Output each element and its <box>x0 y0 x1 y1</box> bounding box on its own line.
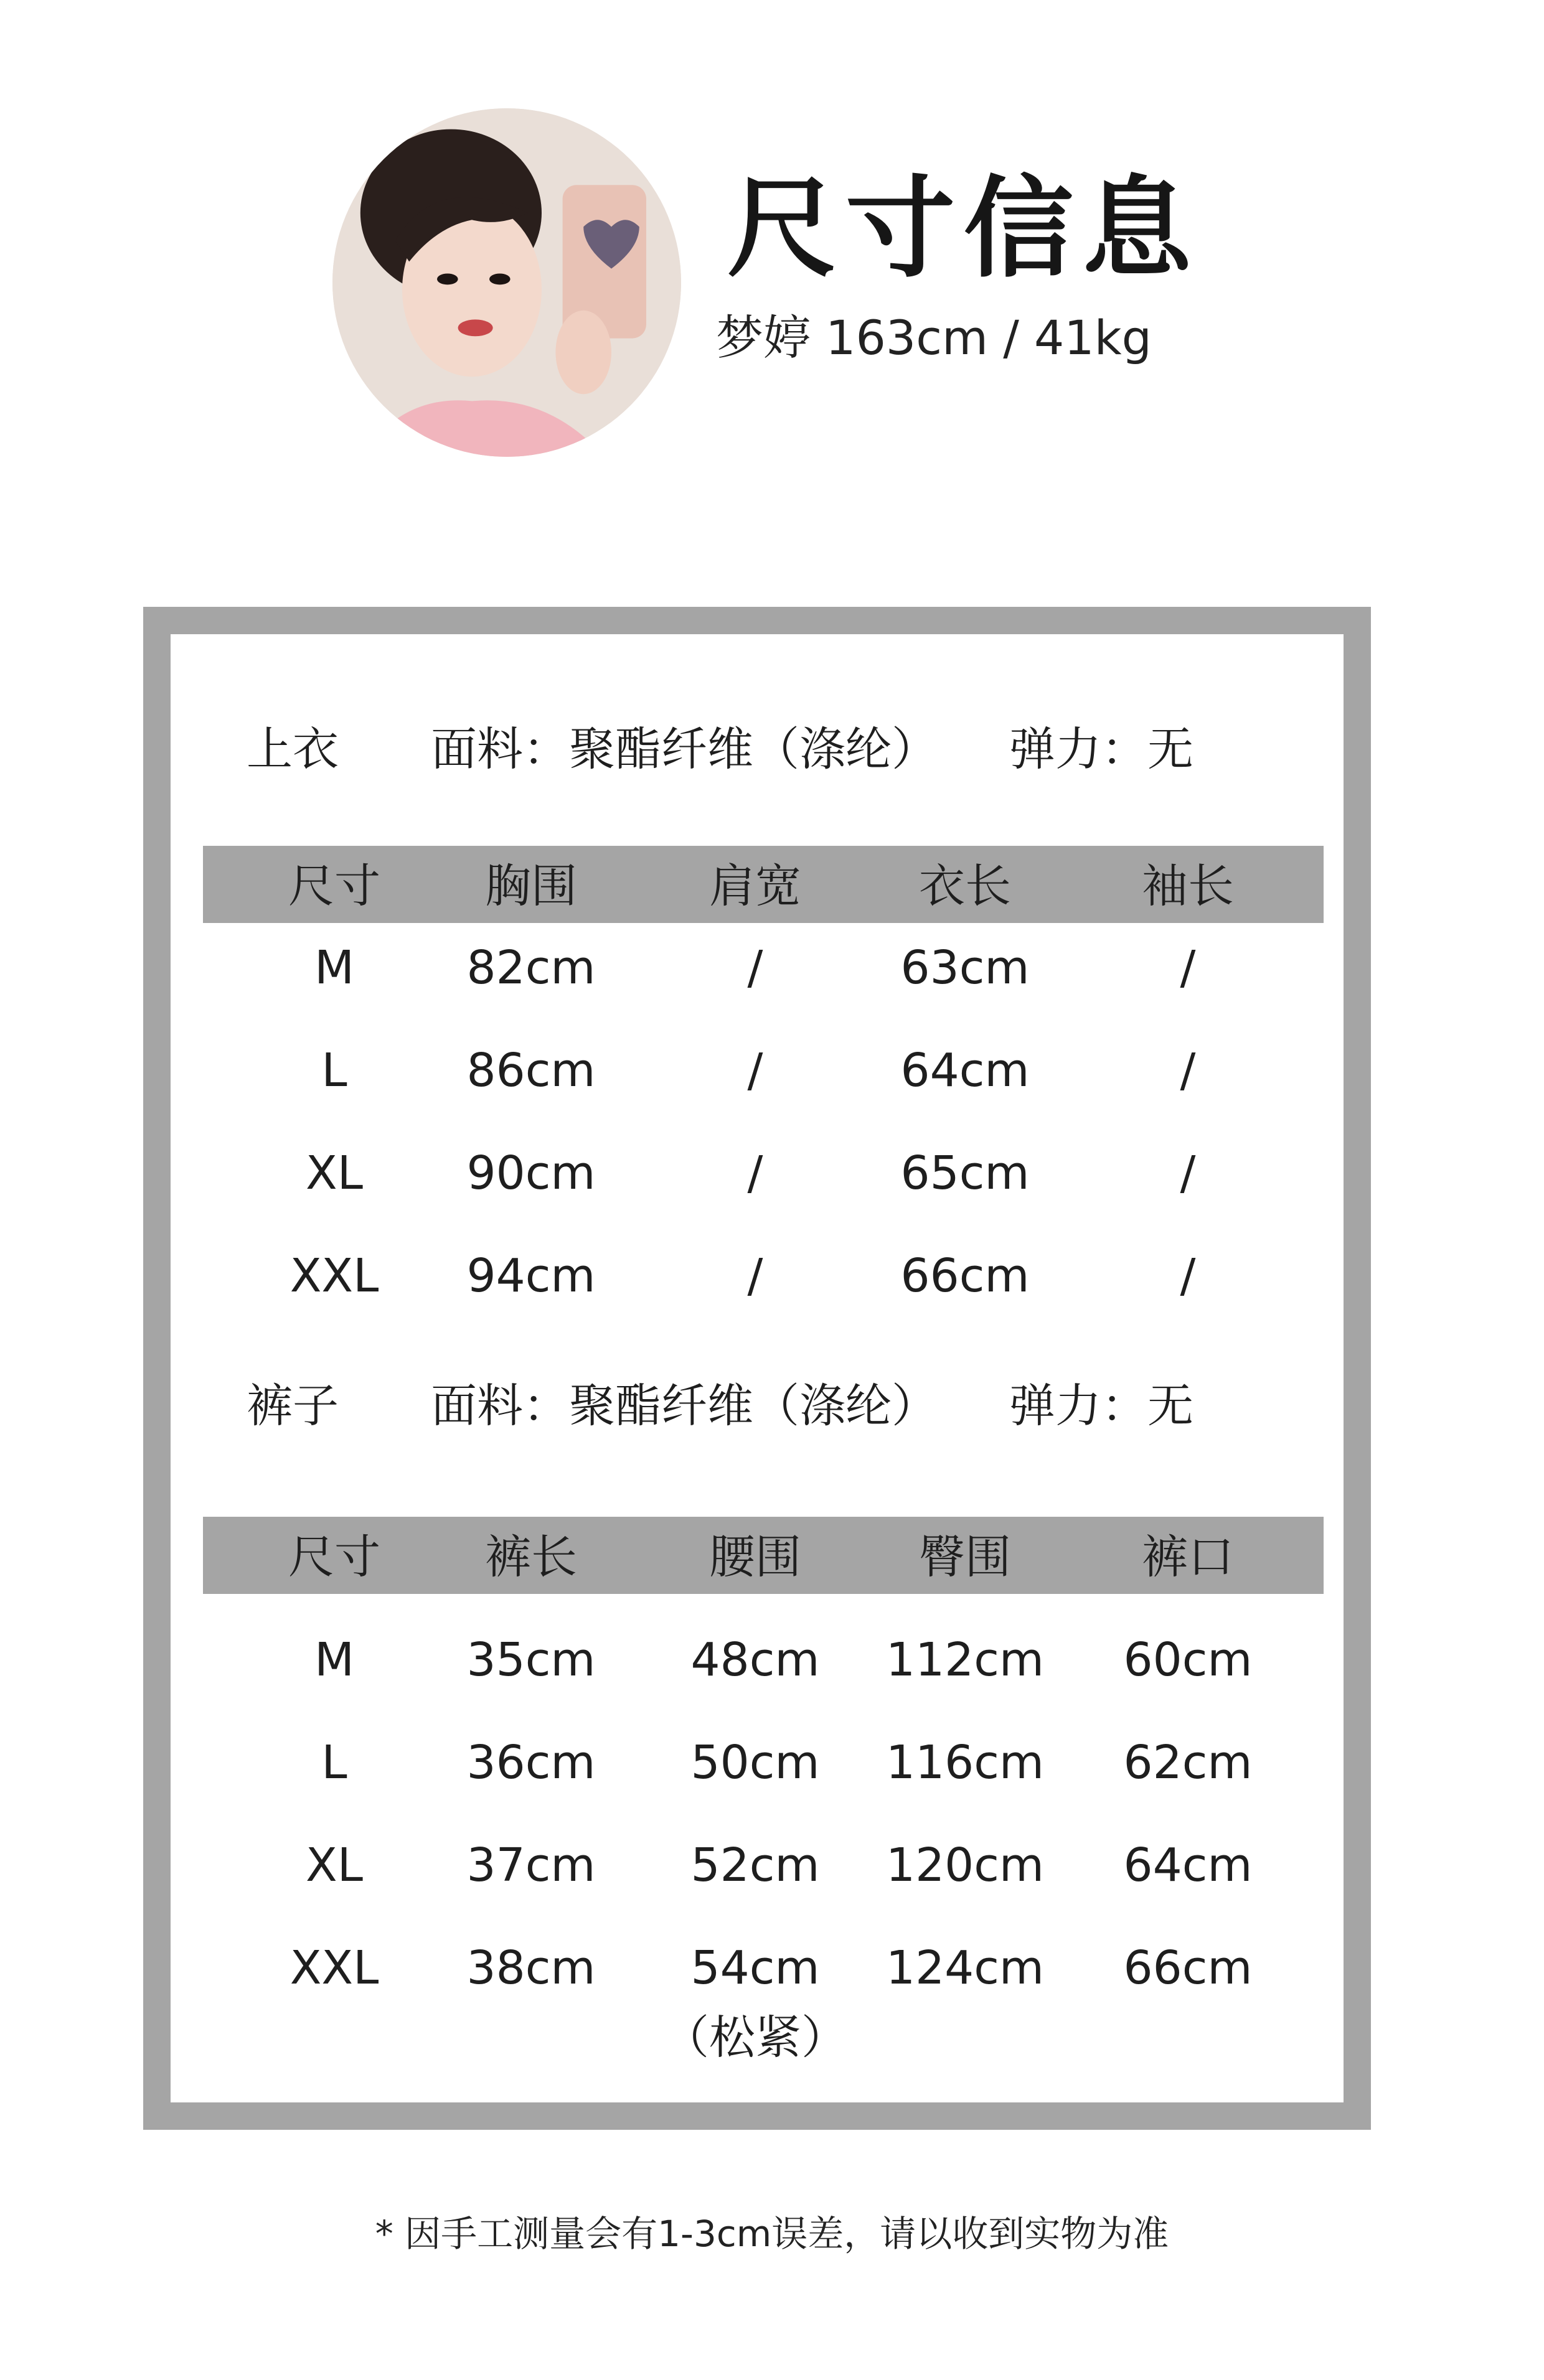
table-row <box>171 1039 1344 1101</box>
bust-cell: 94cm <box>466 1249 596 1303</box>
size-cell: M <box>314 941 354 995</box>
size-cell: XL <box>306 1146 363 1200</box>
model-measurements: 梦婷 163cm / 41kg <box>716 310 1152 365</box>
bust-cell: 86cm <box>466 1044 596 1097</box>
table-row <box>171 1731 1344 1793</box>
column-header-sleeve: 袖长 <box>1142 860 1234 913</box>
pants-length-cell: 35cm <box>466 1633 596 1687</box>
table-row <box>171 1141 1344 1204</box>
table-row <box>171 1936 1344 1998</box>
column-header-size: 尺寸 <box>288 860 380 913</box>
pants-length-cell: 36cm <box>466 1736 596 1789</box>
size-cell: L <box>321 1736 347 1789</box>
hip-cell: 124cm <box>885 1941 1045 1995</box>
waist-elastic-note: （松紧） <box>663 2011 847 2064</box>
shoulder-cell: / <box>747 1044 763 1097</box>
top-fabric-text: 面料：聚酯纤维（涤纶） <box>431 723 938 776</box>
column-header-bust: 胸围 <box>485 860 577 913</box>
hip-cell: 120cm <box>885 1839 1045 1892</box>
shoulder-cell: / <box>747 1146 763 1200</box>
pants-length-cell: 38cm <box>466 1941 596 1995</box>
column-header-hip: 臀围 <box>919 1530 1011 1584</box>
table-row <box>171 936 1344 998</box>
bust-cell: 82cm <box>466 941 596 995</box>
table-row <box>171 1244 1344 1306</box>
top-table-header <box>203 846 1324 923</box>
column-header-length: 衣长 <box>919 860 1011 913</box>
length-cell: 64cm <box>900 1044 1030 1097</box>
page-title: 尺寸信息 <box>727 165 1201 293</box>
leg-opening-cell: 64cm <box>1123 1839 1253 1892</box>
length-cell: 65cm <box>900 1146 1030 1200</box>
bust-cell: 90cm <box>466 1146 596 1200</box>
shoulder-cell: / <box>747 1249 763 1303</box>
sleeve-cell: / <box>1180 1044 1196 1097</box>
model-avatar <box>332 108 681 457</box>
pants-table-header <box>203 1517 1324 1594</box>
top-section-label: 上衣 <box>247 723 339 776</box>
sleeve-cell: / <box>1180 941 1196 995</box>
model-photo <box>332 108 681 457</box>
hip-cell: 116cm <box>885 1736 1045 1789</box>
waist-cell: 54cm <box>690 1941 820 1995</box>
pants-stretch-text: 弹力：无 <box>1009 1379 1193 1433</box>
leg-opening-cell: 62cm <box>1123 1736 1253 1789</box>
pants-fabric-text: 面料：聚酯纤维（涤纶） <box>431 1379 938 1433</box>
leg-opening-cell: 66cm <box>1123 1941 1253 1995</box>
hip-cell: 112cm <box>885 1633 1045 1687</box>
length-cell: 63cm <box>900 941 1030 995</box>
table-row <box>171 1628 1344 1690</box>
size-cell: L <box>321 1044 347 1097</box>
size-cell: XL <box>306 1839 363 1892</box>
top-stretch-text: 弹力：无 <box>1009 723 1193 776</box>
measurement-disclaimer: * 因手工测量会有1-3cm误差，请以收到实物为准 <box>375 2213 1169 2255</box>
size-chart-frame <box>143 607 1371 2130</box>
waist-cell: 50cm <box>690 1736 820 1789</box>
size-cell: XXL <box>290 1249 379 1303</box>
table-row <box>171 1834 1344 1896</box>
waist-cell: 48cm <box>690 1633 820 1687</box>
column-header-leg-opening: 裤口 <box>1142 1530 1234 1584</box>
pants-length-cell: 37cm <box>466 1839 596 1892</box>
length-cell: 66cm <box>900 1249 1030 1303</box>
size-cell: XXL <box>290 1941 379 1995</box>
waist-cell: 52cm <box>690 1839 820 1892</box>
column-header-waist: 腰围 <box>709 1530 801 1584</box>
column-header-size: 尺寸 <box>288 1530 380 1584</box>
leg-opening-cell: 60cm <box>1123 1633 1253 1687</box>
shoulder-cell: / <box>747 941 763 995</box>
column-header-shoulder: 肩宽 <box>709 860 801 913</box>
column-header-pants-length: 裤长 <box>485 1530 577 1584</box>
sleeve-cell: / <box>1180 1249 1196 1303</box>
size-cell: M <box>314 1633 354 1687</box>
pants-section-label: 裤子 <box>247 1379 339 1433</box>
sleeve-cell: / <box>1180 1146 1196 1200</box>
